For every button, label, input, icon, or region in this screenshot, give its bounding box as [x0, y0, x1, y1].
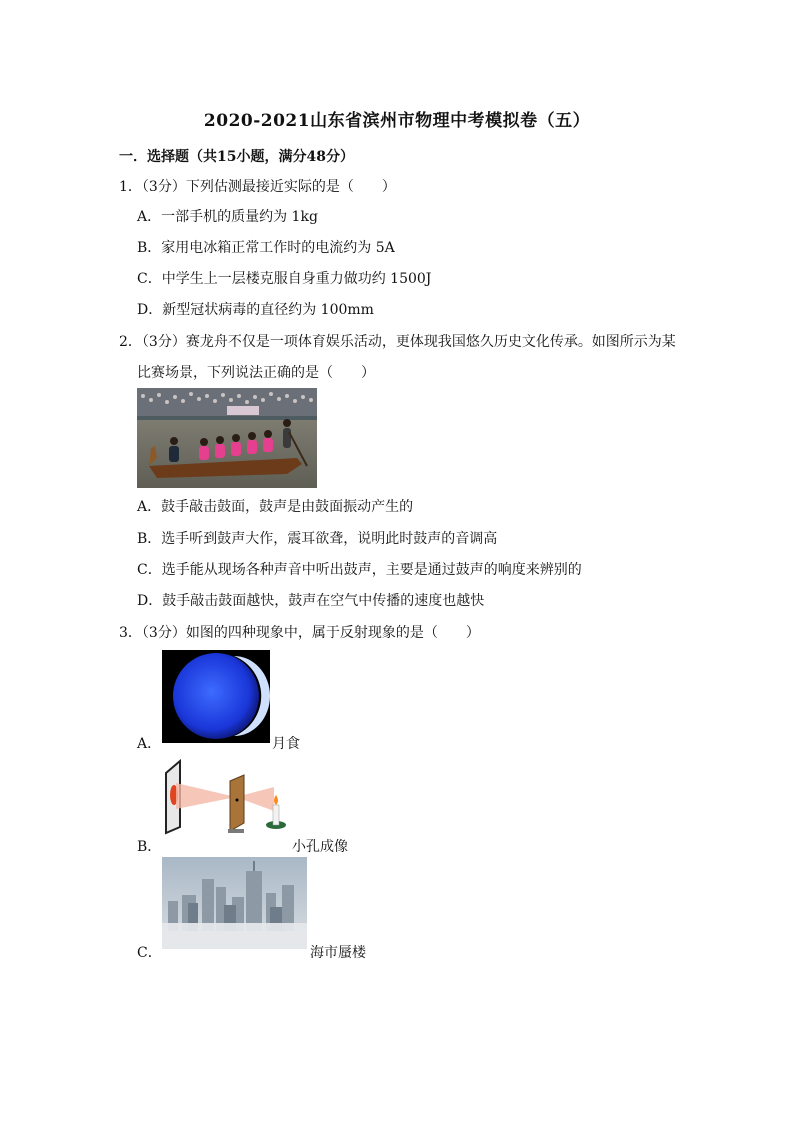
question-3-option-c-caption: 海市蜃楼 — [310, 945, 366, 961]
question-3-option-a-label: A． — [137, 736, 162, 752]
question-2-stem-line-1: 2．（3分）赛龙舟不仅是一项体育娱乐活动，更体现我国悠久历史文化传承。如图所示为某 — [119, 334, 676, 350]
section-heading: 一．选择题（共15小题，满分48分） — [119, 149, 354, 165]
question-2-stem-line-2: 比赛场景，下列说法正确的是（ ） — [137, 365, 375, 381]
question-2-option-a: A．鼓手敲击鼓面，鼓声是由鼓面振动产生的 — [137, 499, 414, 515]
question-2-option-d: D．鼓手敲击鼓面越快，鼓声在空气中传播的速度也越快 — [137, 593, 485, 609]
question-1-option-d: D．新型冠状病毒的直径约为 100mm — [137, 302, 374, 318]
question-3-option-a-caption: 月食 — [272, 736, 300, 752]
question-2-option-b: B．选手听到鼓声大作，震耳欲聋，说明此时鼓声的音调高 — [137, 531, 498, 547]
question-3-option-b-caption: 小孔成像 — [292, 839, 348, 855]
question-1-option-b: B．家用电冰箱正常工作时的电流约为 5A — [137, 240, 395, 256]
lunar-eclipse-image — [162, 650, 270, 743]
question-1-option-a: A．一部手机的质量约为 1kg — [137, 209, 318, 225]
pinhole-imaging-image — [162, 755, 290, 835]
question-3-stem: 3．（3分）如图的四种现象中，属于反射现象的是（ ） — [119, 625, 480, 641]
document-title: 2020-2021山东省滨州市物理中考模拟卷（五） — [203, 111, 591, 131]
dragon-boat-race-photo — [137, 388, 317, 488]
question-1-stem: 1．（3分）下列估测最接近实际的是（ ） — [119, 179, 396, 195]
question-2-option-c: C．选手能从现场各种声音中听出鼓声，主要是通过鼓声的响度来辨别的 — [137, 562, 582, 578]
question-3-option-b-label: B． — [137, 839, 162, 855]
question-3-option-c-label: C． — [137, 945, 162, 961]
mirage-image — [162, 857, 307, 949]
question-1-option-c: C．中学生上一层楼克服自身重力做功约 1500J — [137, 271, 432, 287]
